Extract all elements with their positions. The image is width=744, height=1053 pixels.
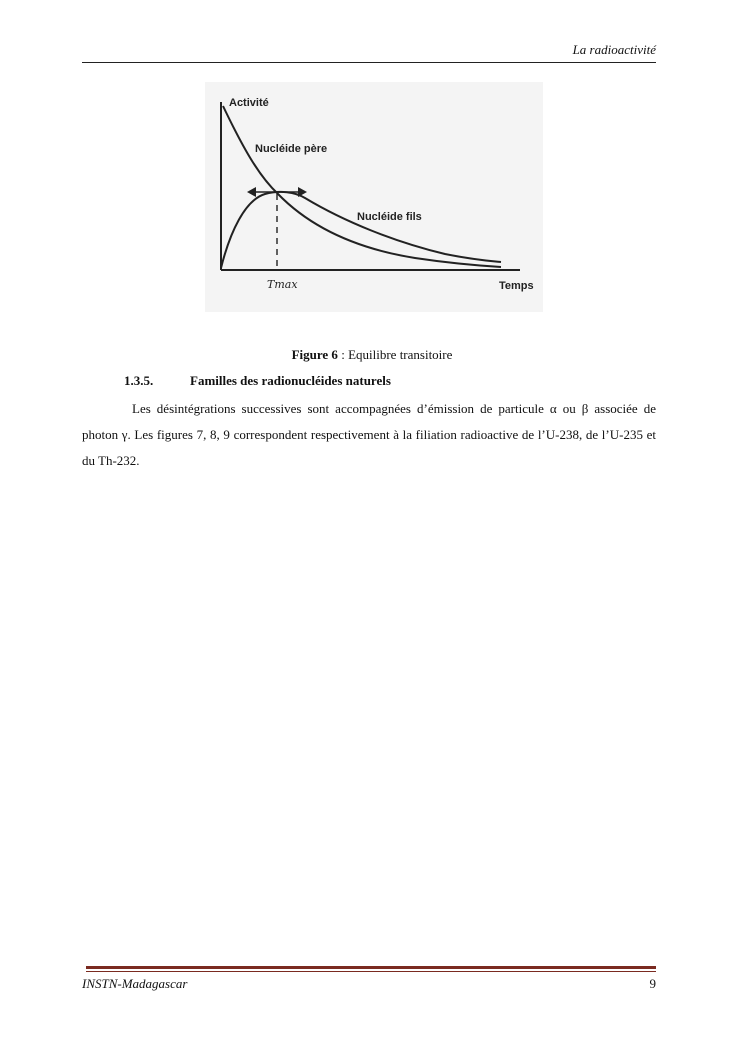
caption-label: Figure 6 — [291, 347, 338, 362]
section-number: 1.3.5. — [124, 373, 154, 388]
parent-nuclide-label: Nucléide père — [255, 143, 328, 155]
section-heading — [124, 373, 391, 389]
tmax-label: Tmax — [267, 278, 298, 291]
footer-rule-thick — [86, 966, 656, 969]
footer-rule-thin — [86, 971, 656, 972]
figure-caption — [0, 347, 744, 363]
figure-transient-equilibrium — [205, 82, 543, 312]
figure-graphic — [205, 82, 543, 312]
page-header — [82, 42, 656, 62]
section-title: Familles des radionucléides naturels — [190, 373, 391, 388]
running-title: La radioactivité — [572, 42, 656, 57]
x-axis-label: Temps — [499, 280, 534, 292]
y-axis-label: Activité — [229, 97, 269, 109]
header-rule — [82, 62, 656, 63]
page-number: 9 — [649, 976, 656, 991]
daughter-nuclide-label: Nucléide fils — [357, 211, 422, 223]
figure-background — [205, 82, 543, 312]
caption-text: Equilibre transitoire — [348, 347, 453, 362]
caption-separator: : — [337, 347, 349, 362]
footer-institution: INSTN-Madagascar — [82, 976, 188, 991]
body-paragraph: Les désintégrations successives sont accompagnées d’émission de particule α ou β associée de photon γ. Les figures 7, 8, 9 correspondent respectivement à la filiation radioactive de l’U-238, de l’U-235 et du Th-232. — [82, 401, 656, 468]
